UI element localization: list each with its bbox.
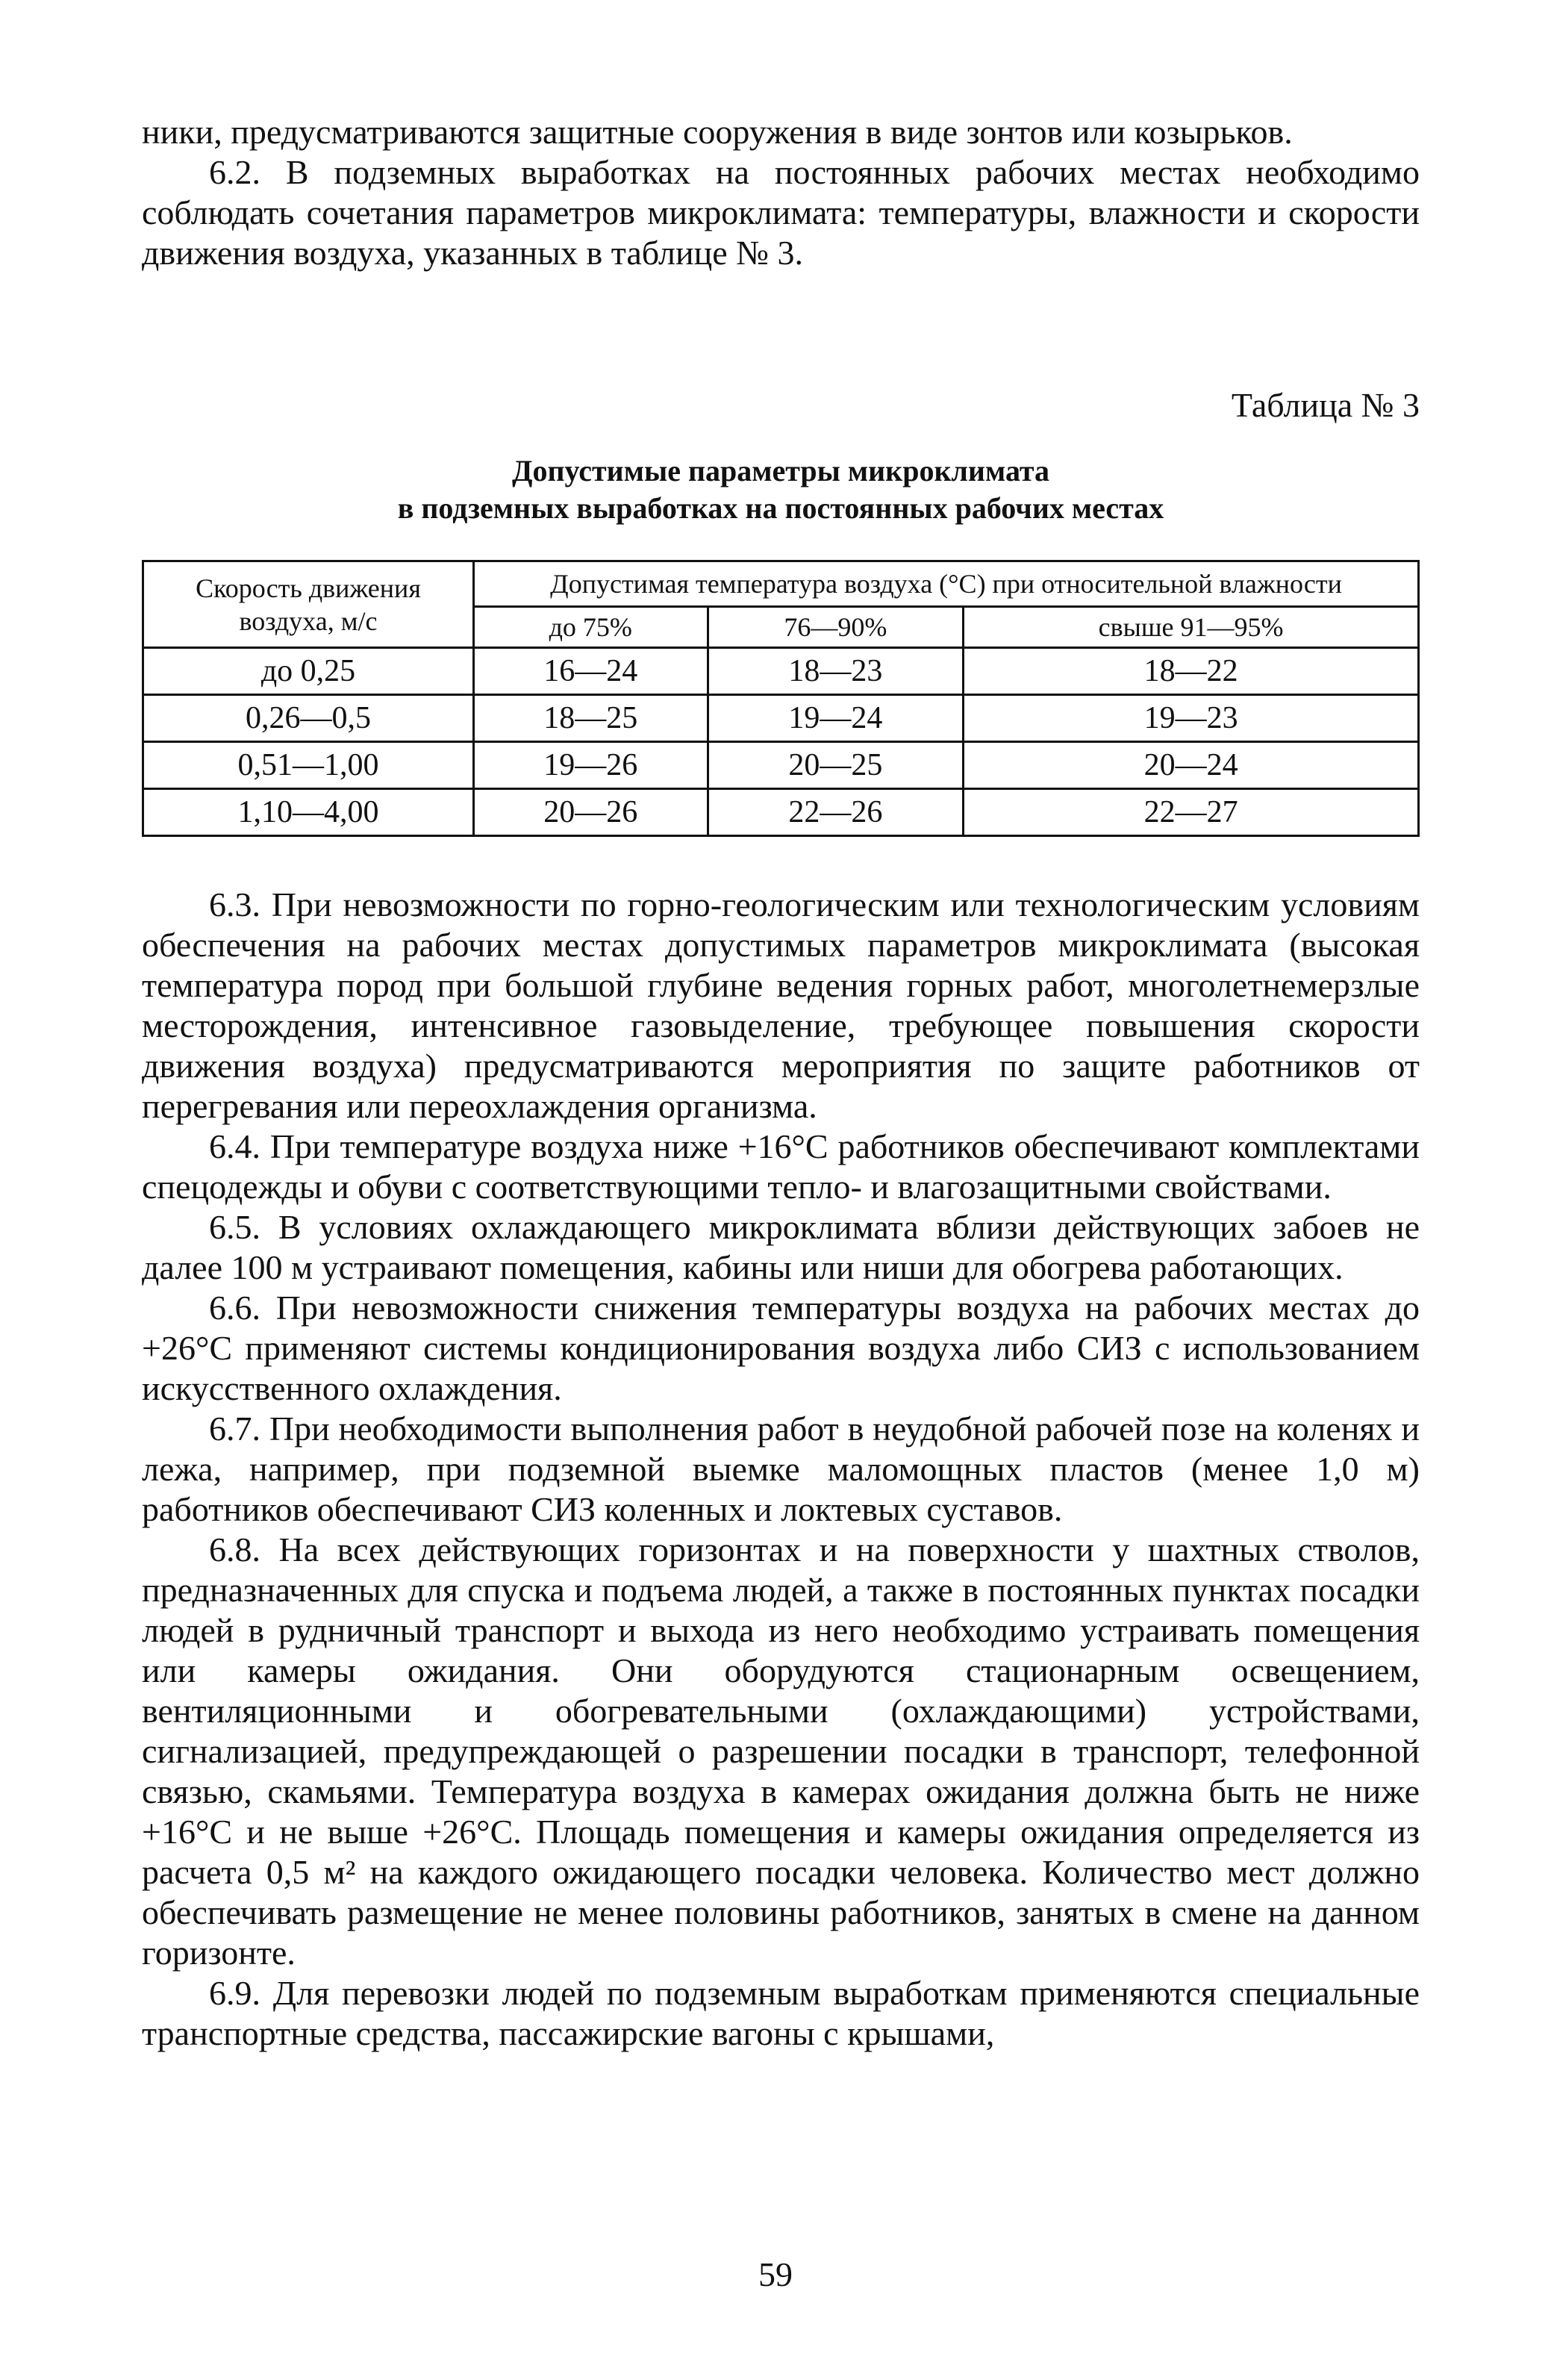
paragraph-6-6: 6.6. При невозможности снижения температуры воздуха на рабочих местах до +26°С применяют системы кондиционирования воздуха либо СИЗ с использованием искусственного охлаждения. xyxy=(142,1289,1420,1407)
page-number: 59 xyxy=(758,2255,793,2293)
header-humidity-col-2: 76—90% xyxy=(708,607,964,648)
cell-speed: 0,26—0,5 xyxy=(143,695,474,742)
paragraph-6-7: 6.7. При необходимости выполнения работ в неудобной рабочей позе на коленях и лежа, например, при подземной выемке маломощных пластов (менее 1,0 м) работников обеспечивают СИЗ коленных и локтевых суставов. xyxy=(142,1409,1420,1528)
intro-continuation: ники, предусматриваются защитные сооружения в виде зонтов или козырьков. xyxy=(142,113,1293,151)
table-title-line-1: Допустимые параметры микроклимата xyxy=(511,454,1050,487)
header-temperature: Допустимая температура воздуха (°С) при относительной влажности xyxy=(474,561,1419,607)
table-row xyxy=(143,789,1419,836)
cell-speed: 1,10—4,00 xyxy=(143,789,474,836)
document-page xyxy=(142,112,1420,2054)
paragraph-6-4: 6.4. При температуре воздуха ниже +16°С работников обеспечивают комплектами спецодежды и обуви с соответствующими тепло- и влагозащитными свойствами. xyxy=(142,1127,1420,1206)
header-humidity-col-1: до 75% xyxy=(474,607,708,648)
microclimate-table xyxy=(142,560,1420,837)
table-title xyxy=(142,452,1420,527)
paragraph-6-2: 6.2. В подземных выработках на постоянных рабочих местах необходимо соблюдать сочетания параметров микроклимата: температуры, влажности и скорости движения воздуха, указанных в таблице № 3. xyxy=(142,153,1420,272)
cell-speed: до 0,25 xyxy=(143,648,474,695)
table-row xyxy=(143,742,1419,789)
table-row xyxy=(143,648,1419,695)
table-row xyxy=(143,695,1419,742)
cell-temp: 20—26 xyxy=(474,789,708,836)
cell-temp: 16—24 xyxy=(474,648,708,695)
header-air-speed: Скорость движения воздуха, м/с xyxy=(143,561,474,648)
cell-temp: 18—23 xyxy=(708,648,964,695)
cell-temp: 20—25 xyxy=(708,742,964,789)
cell-temp: 18—25 xyxy=(474,695,708,742)
header-humidity-col-3: свыше 91—95% xyxy=(964,607,1419,648)
cell-temp: 20—24 xyxy=(964,742,1419,789)
cell-temp: 19—26 xyxy=(474,742,708,789)
cell-temp: 19—24 xyxy=(708,695,964,742)
cell-temp: 22—26 xyxy=(708,789,964,836)
cell-temp: 22—27 xyxy=(964,789,1419,836)
table-caption: Таблица № 3 xyxy=(1231,386,1420,424)
paragraph-6-8: 6.8. На всех действующих горизонтах и на поверхности у шахтных стволов, предназначенных для спуска и подъема людей, а также в постоянных пунктах посадки людей в рудничный транспорт и выхода из него необходимо устраивать помещения или камеры ожидания. Они оборудуются стационарным освещением, вентиляционными и обогревательными (охлаждающими) устройствами, сигнализацией, предупреждающей о разрешении посадки в транспорт, телефонной связью, скамьями. Температура воздуха в камерах ожидания должна быть не ниже +16°С и не выше +26°С. Площадь помещения и камеры ожидания определяется из расчета 0,5 м² на каждого ожидающего посадки человека. Количество мест должно обеспечивать размещение не менее половины работников, занятых в смене на данном горизонте. xyxy=(142,1530,1420,1972)
paragraph-6-5: 6.5. В условиях охлаждающего микроклимата вблизи действующих забоев не далее 100 м устраивают помещения, кабины или ниши для обогрева работающих. xyxy=(142,1208,1420,1286)
paragraph-6-9: 6.9. Для перевозки людей по подземным выработкам применяются специальные транспортные средства, пассажирские вагоны с крышами, xyxy=(142,1974,1420,2052)
paragraph-6-3: 6.3. При невозможности по горно-геологическим или технологическим условиям обеспечения на рабочих местах допустимых параметров микроклимата (высокая температура пород при большой глубине ведения горных работ, многолетнемерзлые месторождения, интенсивное газовыделение, требующее повышения скорости движения воздуха) предусматриваются мероприятия по защите работников от перегревания или переохлаждения организма. xyxy=(142,885,1420,1125)
cell-temp: 18—22 xyxy=(964,648,1419,695)
body-text xyxy=(142,885,1420,2054)
cell-speed: 0,51—1,00 xyxy=(143,742,474,789)
cell-temp: 19—23 xyxy=(964,695,1419,742)
table-title-line-2: в подземных выработках на постоянных рабочих местах xyxy=(397,491,1164,525)
